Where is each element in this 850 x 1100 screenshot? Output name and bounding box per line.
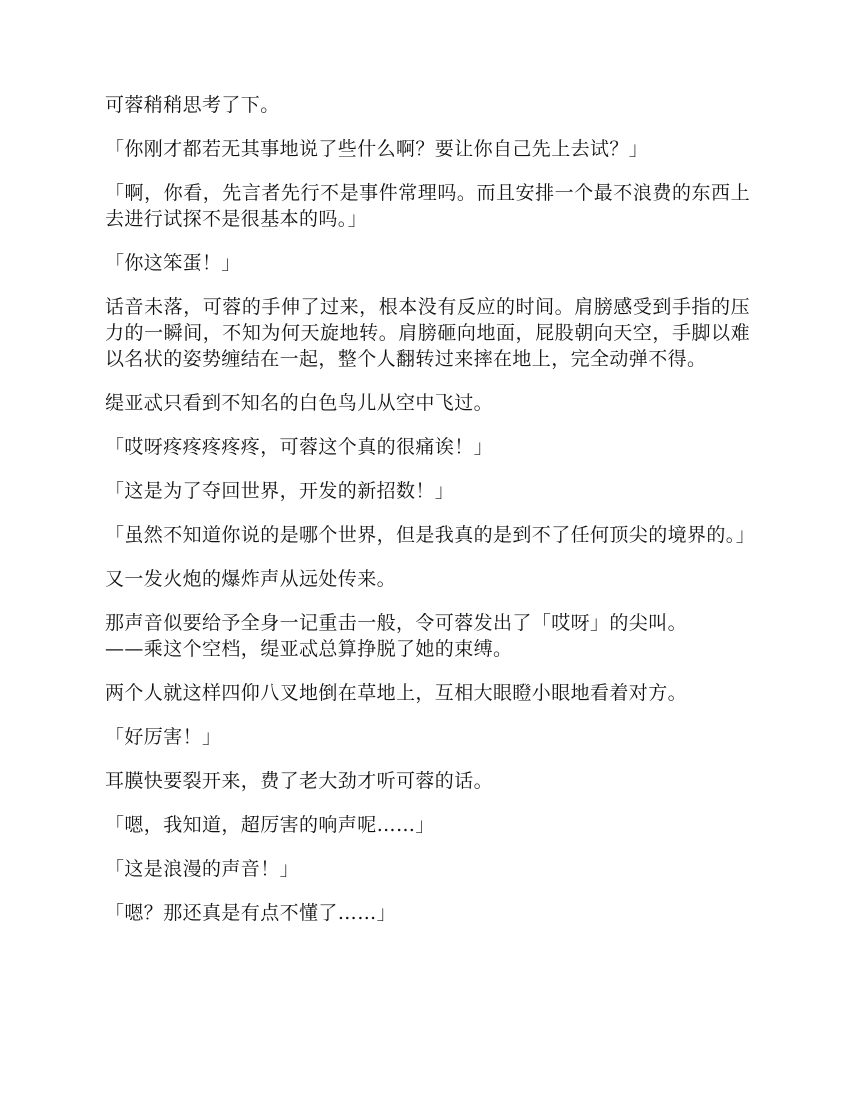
- paragraph: 「你这笨蛋！」: [105, 252, 241, 274]
- paragraph: 「嗯？那还真是有点不懂了……」: [105, 902, 397, 924]
- paragraph: 「啊，你看，先言者先行不是事件常理吗。而且安排一个最不浪费的东西上去进行试探不是很基本的吗。」: [105, 182, 750, 230]
- paragraph: 「你刚才都若无其事地说了些什么啊？要让你自己先上去试？」: [105, 138, 649, 160]
- paragraph: 那声音似要给予全身一记重击一般，令可蓉发出了「哎呀」的尖叫。 ——乘这个空档，缇亚忒总算挣脱了她的束缚。: [105, 612, 688, 660]
- paragraph: 两个人就这样四仰八叉地倒在草地上，互相大眼瞪小眼地看着对方。: [105, 682, 688, 704]
- paragraph: 「好厉害！」: [105, 726, 222, 748]
- paragraph: 缇亚忒只看到不知名的白色鸟儿从空中飞过。: [105, 392, 494, 414]
- paragraph: 又一发火炮的爆炸声从远处传来。: [105, 568, 397, 590]
- paragraph: 「这是为了夺回世界，开发的新招数！」: [105, 480, 455, 502]
- paragraph: 「虽然不知道你说的是哪个世界，但是我真的是到不了任何顶尖的境界的。」: [105, 524, 756, 546]
- paragraph: 可蓉稍稍思考了下。: [105, 94, 280, 116]
- document-page: [105, 92, 756, 944]
- paragraph: 「哎呀疼疼疼疼疼，可蓉这个真的很痛诶！」: [105, 436, 494, 458]
- paragraph: 话音未落，可蓉的手伸了过来，根本没有反应的时间。肩膀感受到手指的压力的一瞬间，不知为何天旋地转。肩膀砸向地面，屁股朝向天空，手脚以难以名状的姿势缠结在一起，整个人翻转过来摔在地上，完全动弹不得。: [105, 296, 750, 370]
- paragraph: 「这是浪漫的声音！」: [105, 858, 300, 880]
- paragraph: 耳膜快要裂开来，费了老大劲才听可蓉的话。: [105, 770, 494, 792]
- paragraph: 「嗯，我知道，超厉害的响声呢……」: [105, 814, 435, 836]
